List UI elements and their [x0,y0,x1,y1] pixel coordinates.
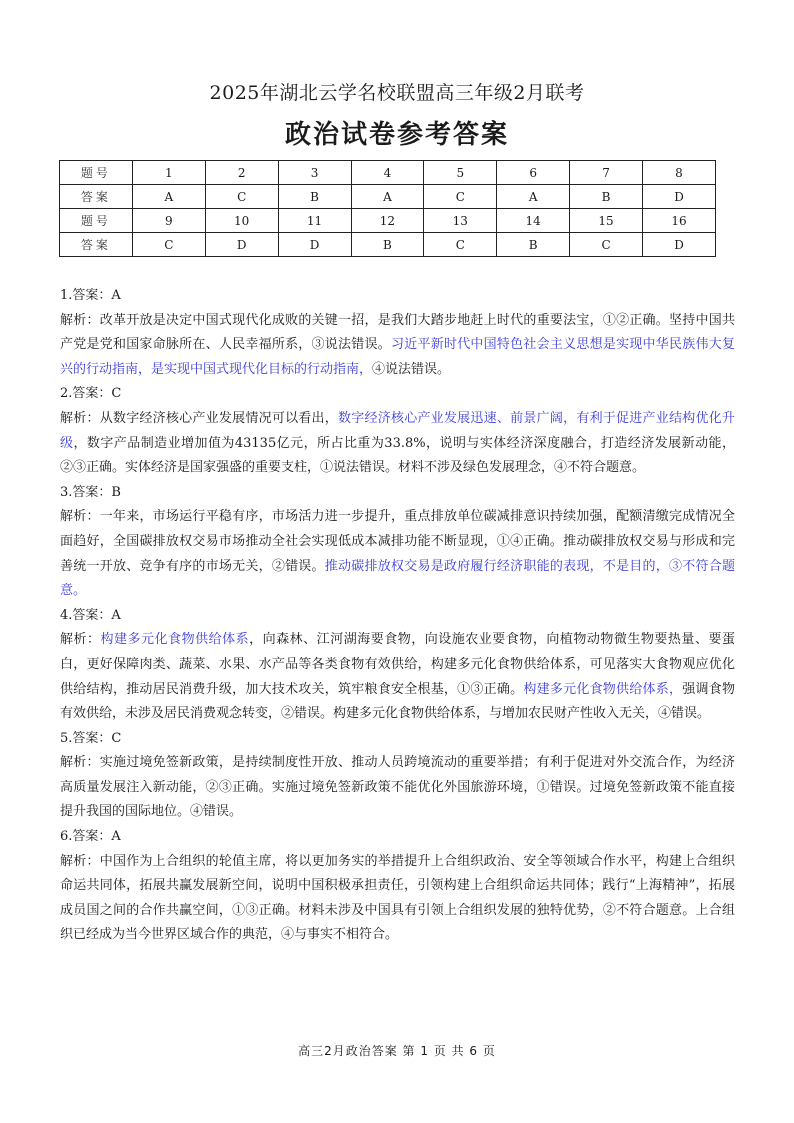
highlighted-text: 推动碳排放权交易是政府履行经济职能的表现，不是目的，③不符合题意。 [60,558,735,599]
explanation-text: 解析：一年来，市场运行平稳有序，市场活力进一步提升，重点排放单位碳减排意识持续加强，配额清缴完成情况全面趋好，全国碳排放权交易市场推动全社会实现低成本减排功能不断显现，①④正确。推动碳排放权交易与形成和完善统一开放、竞争有序的市场无关，②错误。 [60,509,735,574]
question-row [60,161,716,185]
answer-letter-cell: C [205,185,278,209]
explanation-paragraph [60,309,735,383]
question-number-cell: 8 [643,161,716,185]
explanation-text: 解析：实施过境免签新政策，是持续制度性开放、推动人员跨境流动的重要举措；有利于促进对外交流合作，为经济高质量发展注入新动能，②③正确。实施过境免签新政策不能优化外国旅游环境，①错误。过境免签新政策不能直接提升我国的国际地位。④错误。 [60,755,735,820]
question-number-cell: 2 [205,161,278,185]
explanation-text: 解析：中国作为上合组织的轮值主席，将以更加务实的举措提升上合组织政治、安全等领域合作水平，构建上合组织命运共同体，拓展共赢发展新空间，说明中国积极承担责任，引领构建上合组织命运共同体；践行“上海精神”，拓展成员国之间的合作共赢空间，①③正确。材料未涉及中国具有引领上合组织发展的独特优势，②不符合题意。上合组织已经成为当今世界区域合作的典范，④与事实不相符合。 [60,853,735,943]
answer-letter-cell: D [643,233,716,257]
answer-line: 3.答案：B [60,484,121,500]
explanation-text: 解析： [60,632,101,648]
highlighted-text: 构建多元化食物供给体系 [100,632,250,648]
answer-label-cell: 答案 [60,185,133,209]
answer-item [60,604,735,727]
answer-line: 2.答案：C [60,386,122,402]
answer-letter-cell: C [132,233,205,257]
explanations [60,284,735,948]
page-footer: 高三2月政治答案 第 1 页 共 6 页 [298,1044,496,1058]
answer-letter-cell: B [278,185,351,209]
answer-letter-cell: D [278,233,351,257]
question-label-cell: 题号 [60,209,133,233]
answer-letter-cell: C [424,185,497,209]
question-label-cell: 题号 [60,161,133,185]
answer-line: 4.答案：A [60,607,121,623]
highlighted-text: 数字经济核心产业发展迅速、前景广阔，有利于促进产业结构优化升级 [60,410,735,451]
highlighted-text: 构建多元化食物供给体系， [523,681,683,697]
question-number-cell: 16 [643,209,716,233]
answer-letter-cell: A [351,185,424,209]
answer-label-cell: 答案 [60,233,133,257]
question-number-cell: 10 [205,209,278,233]
question-number-cell: 11 [278,209,351,233]
answer-letter-cell: A [132,185,205,209]
answer-letter-cell: B [570,185,643,209]
question-number-cell: 13 [424,209,497,233]
answer-item [60,825,735,948]
question-number-cell: 15 [570,209,643,233]
question-number-cell: 9 [132,209,205,233]
answer-letter-cell: C [570,233,643,257]
answer-item [60,481,735,604]
question-number-cell: 12 [351,209,424,233]
answer-letter-cell: D [205,233,278,257]
question-number-cell: 7 [570,161,643,185]
question-number-cell: 1 [132,161,205,185]
answer-item [60,727,735,825]
question-row [60,209,716,233]
explanation-paragraph [60,407,735,481]
explanation-text: 强调食物有效供给，未涉及居民消费观念转变，②错误。构建多元化食物供给体系，与增加农民财产性收入无关，④错误。 [60,681,735,722]
answer-line: 5.答案：C [60,730,122,746]
explanation-text: 解析：从数字经济核心产业发展情况可以看出， [60,410,339,426]
answer-letter-cell: B [351,233,424,257]
answer-letter-cell: A [497,185,570,209]
explanation-text: 解析：改革开放是决定中国式现代化成败的关键一招，是我们大踏步地赶上时代的重要法宝，①②正确。坚持中国共产党是党和国家命脉所在、人民幸福所系，③说法错误。 [60,312,735,353]
explanation-text: ④说法错误。 [372,361,451,377]
answer-letter-cell: B [497,233,570,257]
question-number-cell: 3 [278,161,351,185]
answer-item [60,382,735,480]
answer-letter-cell: D [643,185,716,209]
answer-row [60,185,716,209]
explanation-paragraph [60,505,735,603]
question-number-cell: 6 [497,161,570,185]
explanation-paragraph [60,850,735,948]
explanation-paragraph [60,628,735,726]
page-title: 政治试卷参考答案 [284,120,509,150]
question-number-cell: 4 [351,161,424,185]
answer-item [60,284,735,382]
answer-row [60,233,716,257]
explanation-paragraph [60,751,735,825]
exam-subtitle: 2025年湖北云学名校联盟高三年级2月联考 [209,82,585,104]
answer-key-table [59,160,716,257]
question-number-cell: 5 [424,161,497,185]
highlighted-text: 习近平新时代中国特色社会主义思想是实现中华民族伟大复兴的行动指南，是实现中国式现代化目标的行动指南， [60,337,735,377]
explanation-text: ，向森林、江河湖海要食物，向设施农业要食物，向植物动物微生物要热量、要蛋白，更好保障肉类、蔬菜、水果、水产品等各类食物有效供给，构建多元化食物供给体系，可见落实大食物观应优化供给结构，推动居民消费升级，加大技术攻关，筑牢粮食安全根基，①③正确。 [60,632,735,697]
explanation-text: ，数字产品制造业增加值为43135亿元，所占比重为33.8%，说明与实体经济深度融合，打造经济发展新动能，②③正确。实体经济是国家强盛的重要支柱，①说法错误。材料不涉及绿色发展理念，④不符合题意。 [60,435,735,476]
answer-letter-cell: C [424,233,497,257]
answer-line: 1.答案：A [60,288,121,303]
question-number-cell: 14 [497,209,570,233]
answer-line: 6.答案：A [60,829,121,845]
